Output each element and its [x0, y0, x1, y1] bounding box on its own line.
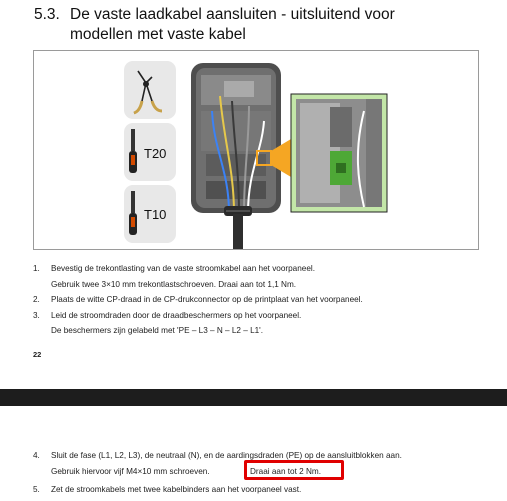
step-3-text: Leid de stroomdraden door de draadbeschermers op het voorpaneel. — [51, 311, 302, 320]
step-4-text: Sluit de fase (L1, L2, L3), de neutraal (N), en de aardingsdraden (PE) op de aansluitblokken aan. — [51, 451, 402, 460]
tool-screwdriver-t10 — [124, 185, 176, 243]
front-panel-illustration — [191, 63, 281, 249]
step-3-number: 3. — [33, 311, 40, 320]
step-1-text-line2: Gebruik twee 3×10 mm trekontlastschroeven. Draai aan tot 1,1 Nm. — [51, 280, 297, 289]
step-1-number: 1. — [33, 264, 40, 273]
step-2-text: Plaats de witte CP-draad in de CP-drukconnector op de printplaat van het voorpaneel. — [51, 295, 363, 304]
page-separator — [0, 389, 507, 406]
section-number: 5.3. — [34, 6, 60, 23]
page-number: 22 — [33, 350, 42, 359]
step-1-text: Bevestig de trekontlasting van de vaste stroomkabel aan het voorpaneel. — [51, 264, 315, 273]
step-3-text-line2: De beschermers zijn gelabeld met 'PE – L3 – N – L2 – L1'. — [51, 326, 264, 335]
step-4-number: 4. — [33, 451, 40, 460]
torque-text: Draai aan tot 2 Nm. — [250, 467, 321, 476]
tool-label-t20: T20 — [144, 146, 167, 161]
section-title-line2: modellen met vaste kabel — [70, 26, 246, 43]
step-4-text-line2: Gebruik hiervoor vijf M4×10 mm schroeven. — [51, 467, 210, 476]
tool-pliers — [124, 61, 176, 119]
tool-label-t10: T10 — [144, 207, 167, 222]
step-5-number: 5. — [33, 485, 40, 494]
tool-screwdriver-t20 — [124, 123, 176, 181]
step-5-text: Zet de stroomkabels met twee kabelbinders aan het voorpaneel vast. — [51, 485, 302, 494]
section-title-line1: De vaste laadkabel aansluiten - uitsluitend voor — [70, 6, 395, 23]
torque-highlight-box — [244, 460, 344, 480]
step-2-number: 2. — [33, 295, 40, 304]
installation-figure — [33, 50, 479, 250]
